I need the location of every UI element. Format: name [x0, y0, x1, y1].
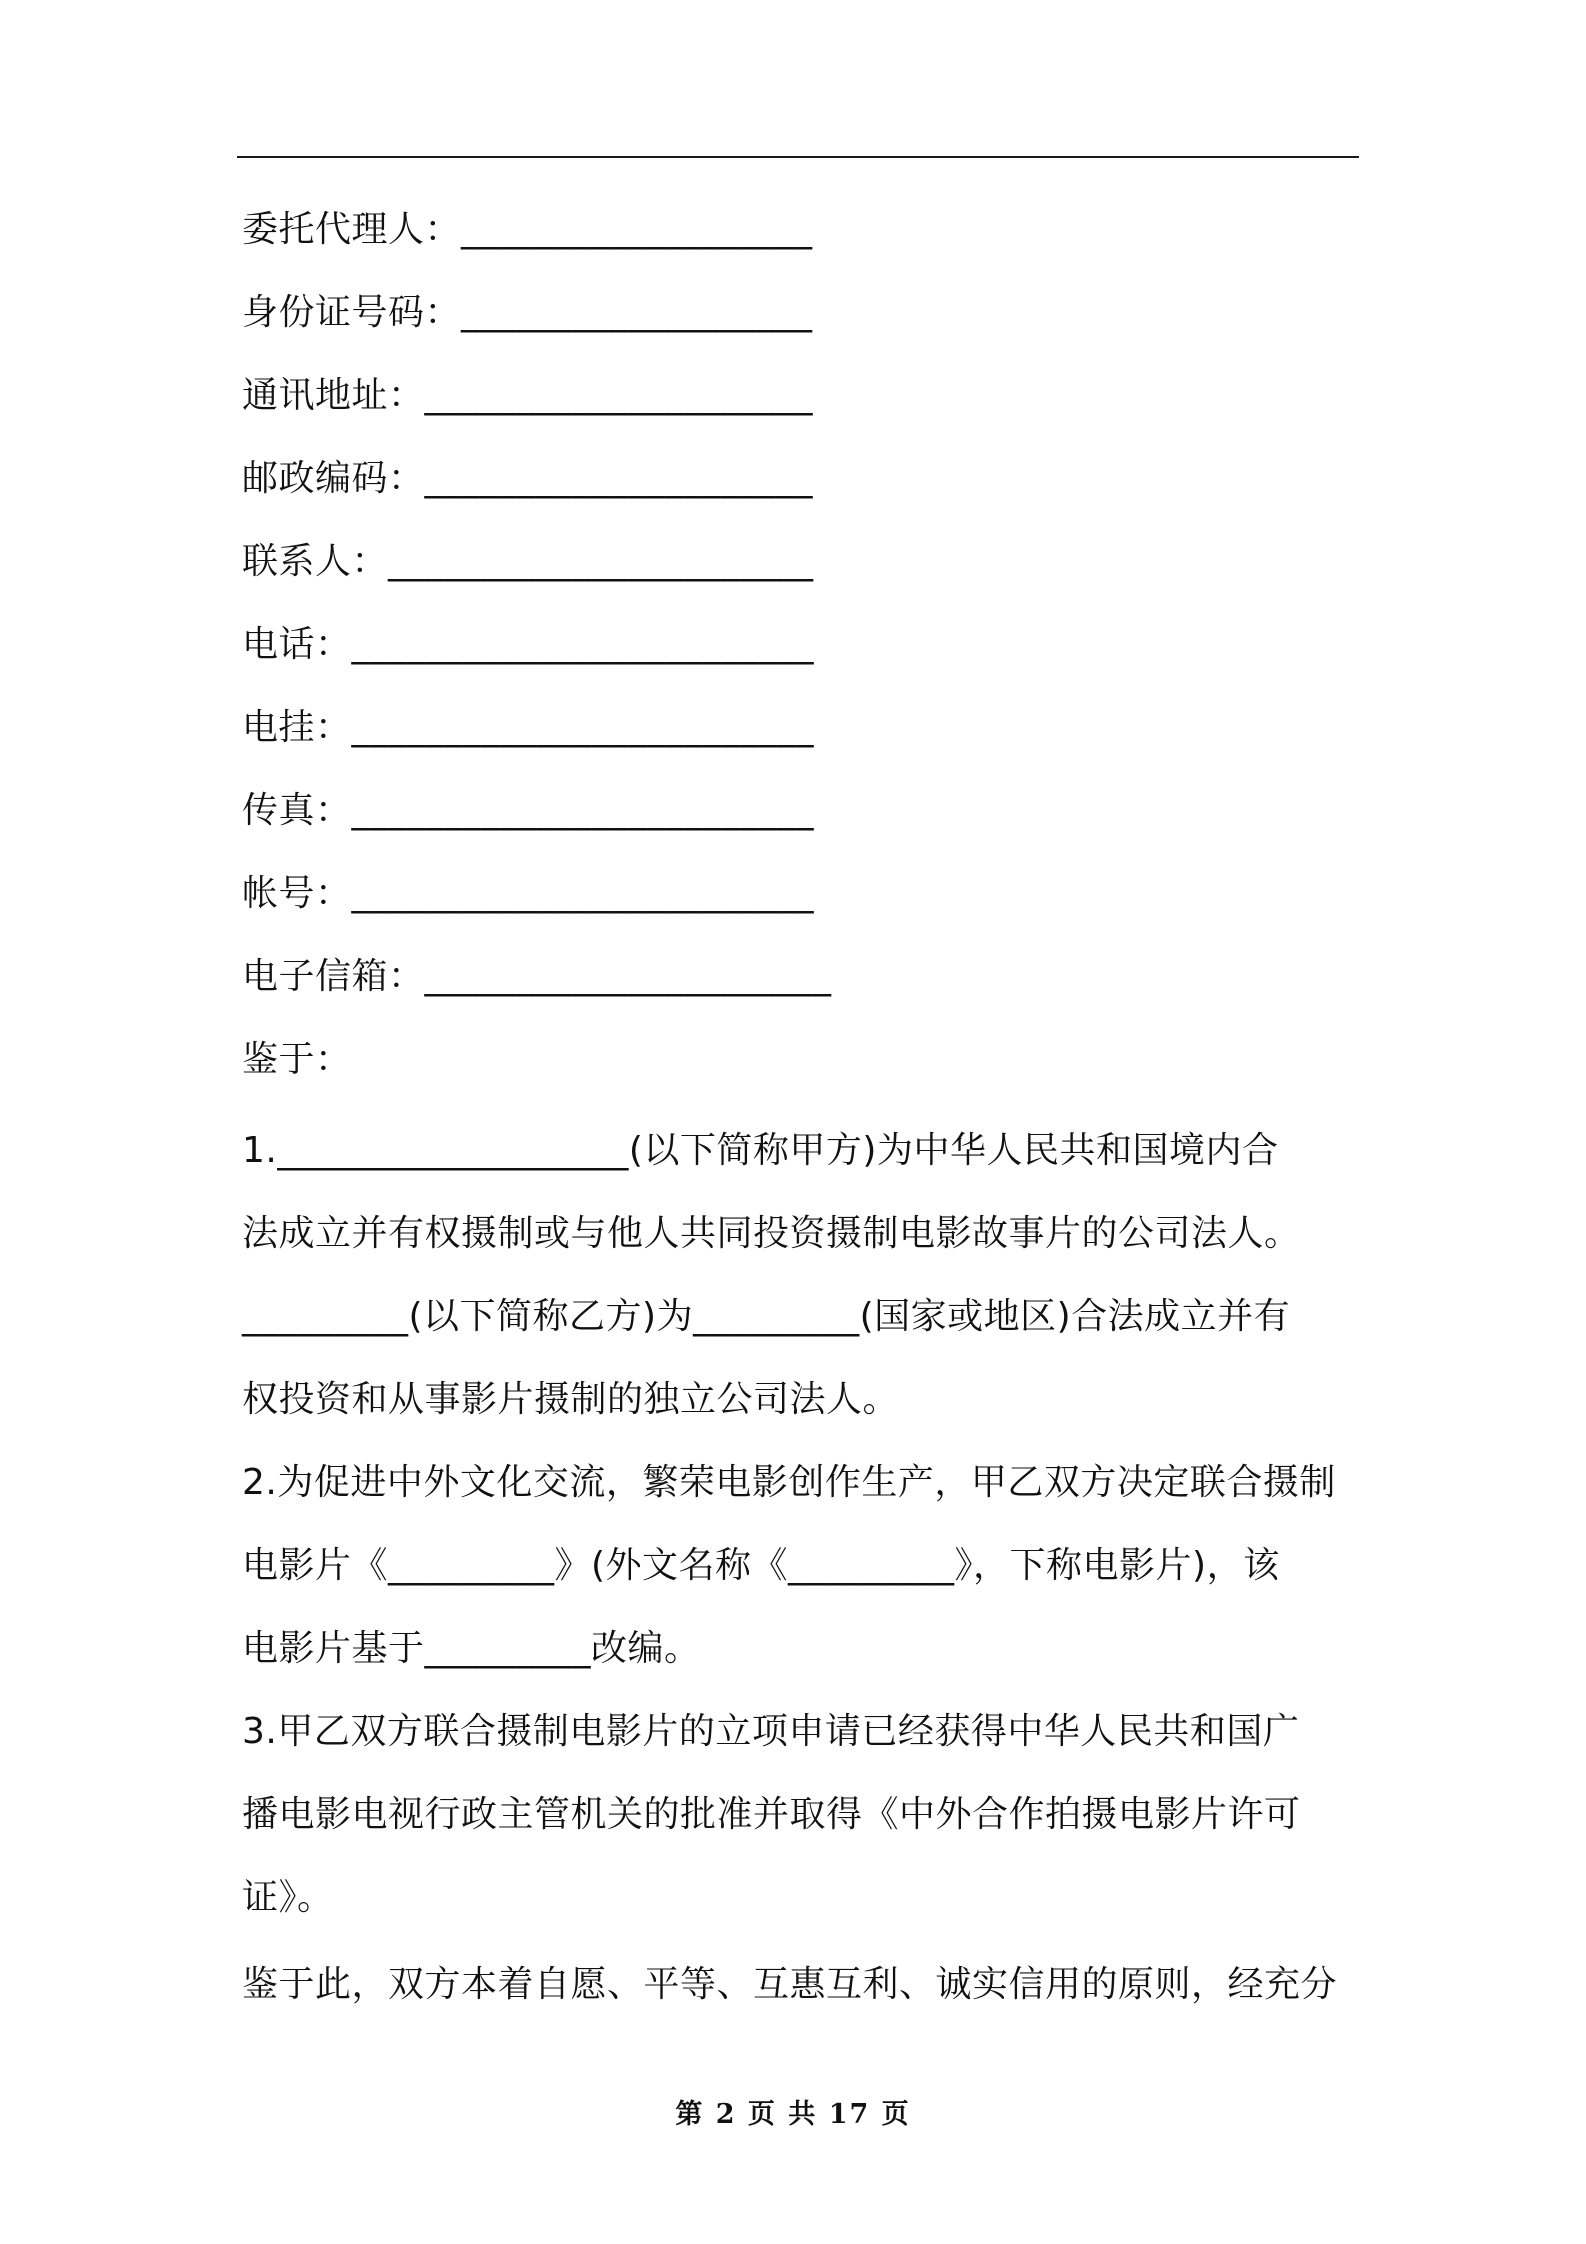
paragraph-line: 鉴于此，双方本着自愿、平等、互惠互利、诚实信用的原则，经充分: [242, 1964, 1338, 2005]
paragraph-line: 1.___________________(以下简称甲方)为中华人民共和国境内合: [242, 1130, 1279, 1171]
field-agent: 委托代理人：___________________: [242, 209, 813, 250]
field-id-number: 身份证号码：___________________: [242, 292, 813, 333]
paragraph-line: _________(以下简称乙方)为_________(国家或地区)合法成立并有: [242, 1296, 1291, 1337]
paragraph-line: 电影片基于_________改编。: [242, 1628, 701, 1669]
paragraph-line: 电影片《_________》(外文名称《_________》，下称电影片)，该: [242, 1545, 1280, 1586]
paragraph-line: 播电影电视行政主管机关的批准并取得《中外合作拍摄电影片许可: [242, 1794, 1301, 1835]
field-email: 电子信箱：______________________: [242, 956, 832, 997]
field-contact: 联系人：_______________________: [242, 541, 814, 582]
field-fax: 传真：_________________________: [242, 790, 815, 831]
paragraph-line: 法成立并有权摄制或与他人共同投资摄制电影故事片的公司法人。: [242, 1213, 1301, 1254]
paragraph-line: 证》。: [242, 1877, 334, 1918]
field-postal-code: 邮政编码：_____________________: [242, 458, 814, 499]
field-address: 通讯地址：_____________________: [242, 375, 814, 416]
page-footer: 第 2 页 共 17 页: [675, 2099, 911, 2130]
paragraph-line: 3.甲乙双方联合摄制电影片的立项申请已经获得中华人民共和国广: [242, 1711, 1300, 1752]
paragraph-line: 2.为促进中外文化交流，繁荣电影创作生产，甲乙双方决定联合摄制: [242, 1462, 1336, 1503]
paragraph-line: 权投资和从事影片摄制的独立公司法人。: [242, 1379, 900, 1420]
whereas-heading: 鉴于：: [242, 1039, 352, 1080]
field-account: 帐号：_________________________: [242, 873, 815, 914]
field-cable: 电挂：_________________________: [242, 707, 815, 748]
header-rule: [237, 156, 1359, 158]
field-phone: 电话：_________________________: [242, 624, 815, 665]
